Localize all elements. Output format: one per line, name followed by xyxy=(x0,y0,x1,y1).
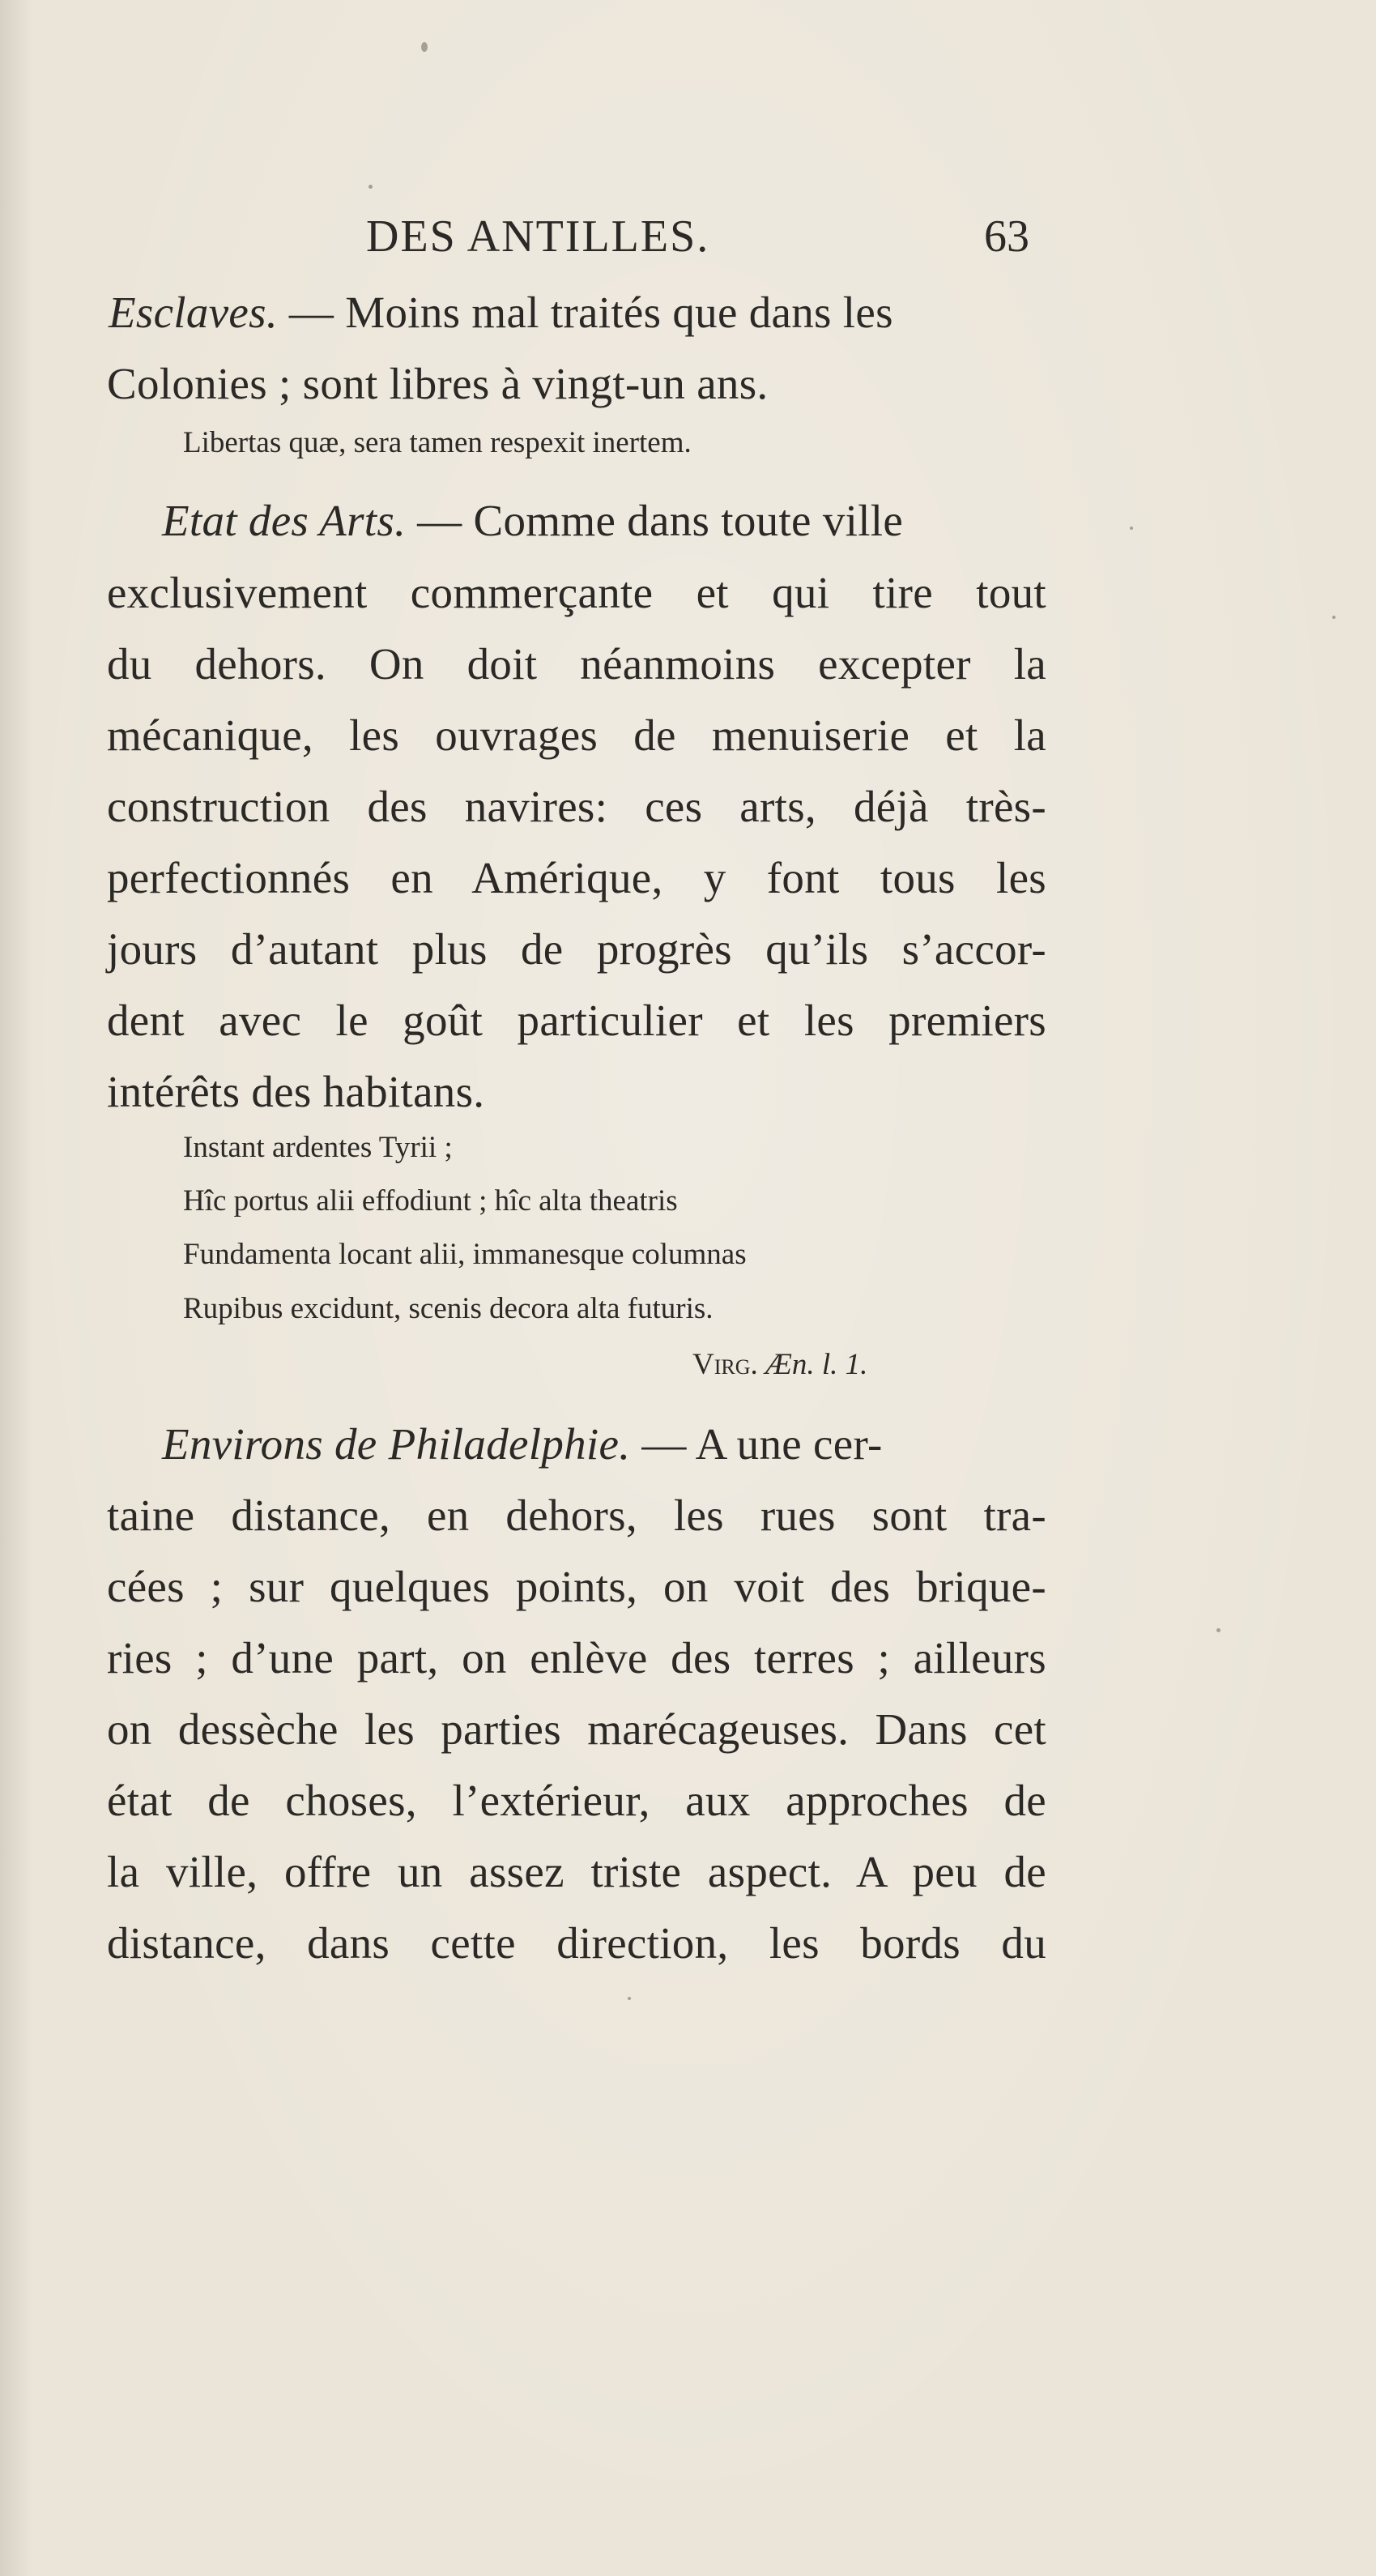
verse-line: Hîc portus alii effodiunt ; hîc alta theatris xyxy=(183,1184,678,1218)
paragraph-line: la ville, offre un assez triste aspect. A peu de xyxy=(107,1847,1046,1896)
latin-quote: Libertas quæ, sera tamen respexit inertem. xyxy=(183,426,692,459)
line-text: — A une cer- xyxy=(630,1419,883,1469)
paragraph-line: mécanique, les ouvrages de menuiserie et la xyxy=(107,710,1046,760)
paragraph-line: construction des navires: ces arts, déjà très- xyxy=(107,782,1046,831)
paragraph-line: jours d’autant plus de progrès qu’ils s’accor- xyxy=(107,924,1046,974)
paragraph-line xyxy=(162,498,1101,543)
binding-shadow xyxy=(0,0,32,2576)
paper-spot xyxy=(1130,527,1133,530)
section-heading-esclaves: Esclaves. xyxy=(109,288,278,337)
paragraph-line: intérêts des habitans. xyxy=(107,1067,485,1116)
paragraph-line: du dehors. On doit néanmoins excepter la xyxy=(107,639,1046,689)
paper-spot xyxy=(1216,1628,1221,1632)
attribution-author: Virg. xyxy=(692,1348,758,1381)
page-number: 63 xyxy=(984,211,1029,262)
paper-spot xyxy=(628,1997,631,2000)
paragraph-line xyxy=(109,290,1048,335)
paper-spot xyxy=(421,42,428,52)
paragraph-line: taine distance, en dehors, les rues sont tra- xyxy=(107,1491,1046,1540)
paragraph-line: état de choses, l’extérieur, aux approches de xyxy=(107,1776,1046,1825)
attribution-work: Æn. l. 1. xyxy=(765,1348,868,1381)
paragraph-line: Colonies ; sont libres à vingt-un ans. xyxy=(107,359,769,408)
running-head-title: DES ANTILLES. xyxy=(366,211,710,262)
line-text: — Comme dans toute ville xyxy=(406,496,904,545)
verse-line: Fundamenta locant alii, immanesque columnas xyxy=(183,1238,747,1271)
paragraph-line: distance, dans cette direction, les bords du xyxy=(107,1918,1046,1968)
verse-line: Instant ardentes Tyrii ; xyxy=(183,1131,453,1164)
paragraph-line: ries ; d’une part, on enlève des terres ; ailleurs xyxy=(107,1633,1046,1683)
verse-attribution xyxy=(692,1350,867,1380)
paper-spot xyxy=(1332,616,1336,619)
paragraph-line: perfectionnés en Amérique, y font tous les xyxy=(107,853,1046,902)
line-text: — Moins mal traités que dans les xyxy=(277,288,893,337)
paper-spot xyxy=(368,185,373,189)
paragraph-line: cées ; sur quelques points, on voit des brique- xyxy=(107,1562,1046,1611)
paragraph-line: on dessèche les parties marécageuses. Dans cet xyxy=(107,1704,1046,1754)
section-heading-arts: Etat des Arts. xyxy=(162,496,407,545)
paragraph-line: dent avec le goût particulier et les premiers xyxy=(107,996,1046,1045)
verse-line: Rupibus excidunt, scenis decora alta futuris. xyxy=(183,1292,714,1325)
section-heading-environs: Environs de Philadelphie. xyxy=(162,1419,631,1469)
paragraph-line: exclusivement commerçante et qui tire tout xyxy=(107,568,1046,617)
paragraph-line xyxy=(162,1419,1101,1469)
